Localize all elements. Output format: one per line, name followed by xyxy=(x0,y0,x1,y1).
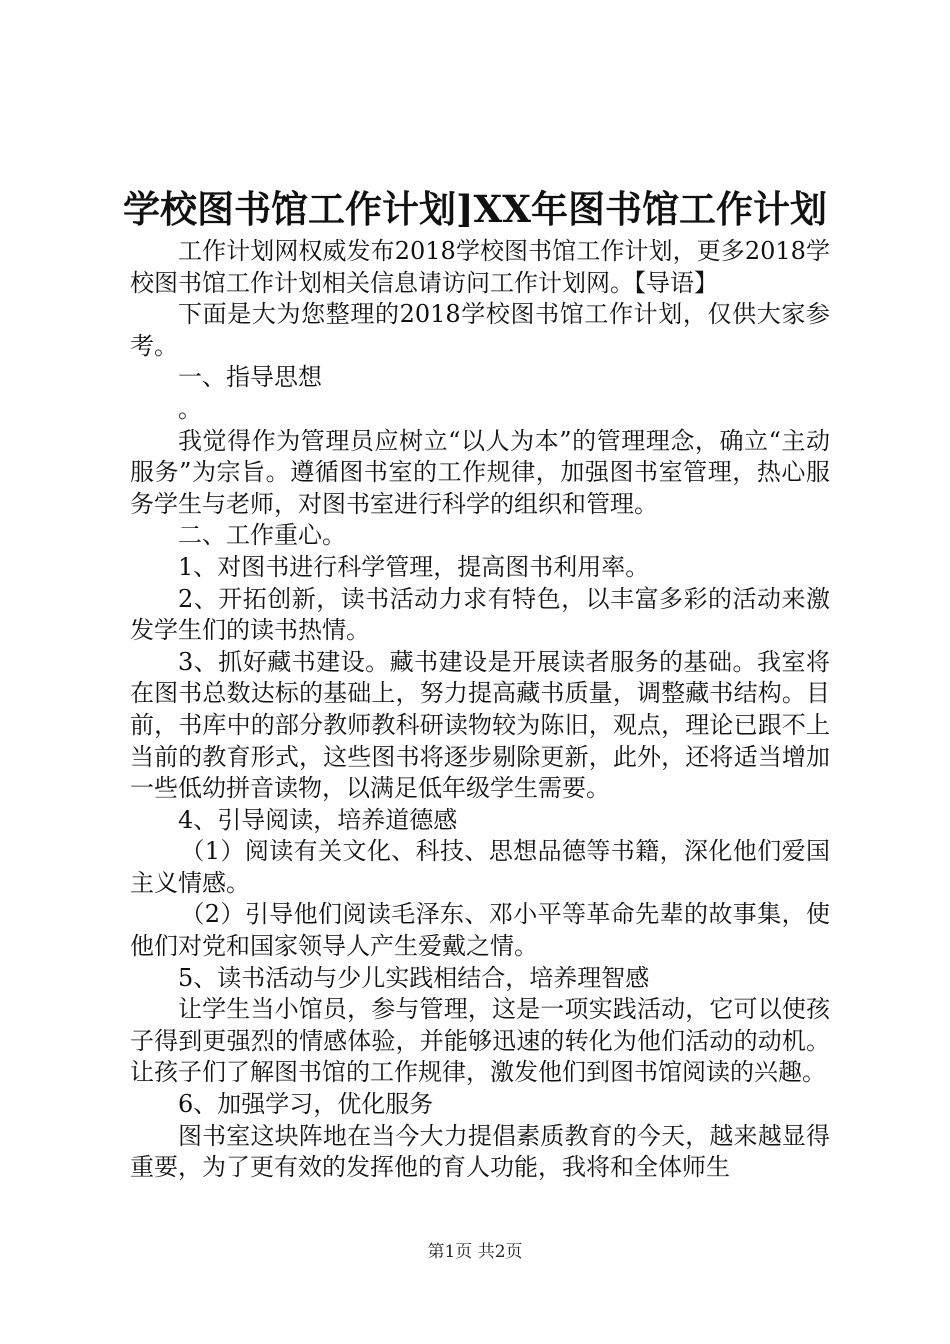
heading-work-focus: 二、工作重心。 xyxy=(178,521,346,550)
paragraph-preface: 下面是大为您整理的2018学校图书馆工作计划，仅供大家参考。 xyxy=(130,300,830,360)
sub-item-2: （2）引导他们阅读毛泽东、邓小平等革命先辈的故事集，使他们对党和国家领导人产生爱戴之情。 xyxy=(130,900,830,961)
paragraph-closing: 图书室这块阵地在当今大力提倡素质教育的今天，越来越显得重要，为了更有效的发挥他的育人功能，我将和全体师生 xyxy=(130,1121,830,1182)
list-item-5: 5、读书活动与少儿实践相结合，培养理智感 xyxy=(178,963,650,992)
list-item-3: 3、抓好藏书建设。藏书建设是开展读者服务的基础。我室将在图书总数达标的基础上，努力提高藏书质量，调整藏书结构。目前，书库中的部分教师教科研读物较为陈旧，观点，理论已跟不上当前的教育形式，这些图书将逐步剔除更新，此外，还将适当增加一些低幼拼音读物，以满足低年级学生需要。 xyxy=(130,647,830,803)
heading-guiding-thought: 一、指导思想 xyxy=(178,363,322,392)
document-title: 学校图书馆工作计划]XX年图书馆工作计划 xyxy=(123,187,827,231)
paragraph-intro: 工作计划网权威发布2018学校图书馆工作计划，更多2018学校图书馆工作计划相关信息请访问工作计划网。【导语】 xyxy=(130,237,830,297)
list-item-1: 1、对图书进行科学管理，提高图书利用率。 xyxy=(178,552,650,581)
page-footer: 第1页 共2页 xyxy=(427,1242,523,1262)
list-item-4: 4、引导阅读，培养道德感 xyxy=(178,805,458,834)
paragraph-philosophy: 我觉得作为管理员应树立“以人为本”的管理理念，确立“主动服务”为宗旨。遵循图书室的工作规律，加强图书室管理，热心服务学生与老师，对图书室进行科学的组织和管理。 xyxy=(130,426,830,518)
document-body xyxy=(130,236,830,1184)
sub-item-1: （1）阅读有关文化、科技、思想品德等书籍，深化他们爱国主义情感。 xyxy=(130,837,830,897)
list-item-6: 6、加强学习，优化服务 xyxy=(178,1090,434,1119)
paragraph-period: 。 xyxy=(178,394,202,423)
paragraph-practice: 让学生当小馆员，参与管理，这是一项实践活动，它可以使孩子得到更强烈的情感体验，并能够迅速的转化为他们活动的动机。让孩子们了解图书馆的工作规律，激发他们到图书馆阅读的兴趣。 xyxy=(130,995,830,1087)
list-item-2: 2、开拓创新，读书活动力求有特色，以丰富多彩的活动来激发学生们的读书热情。 xyxy=(130,584,830,645)
